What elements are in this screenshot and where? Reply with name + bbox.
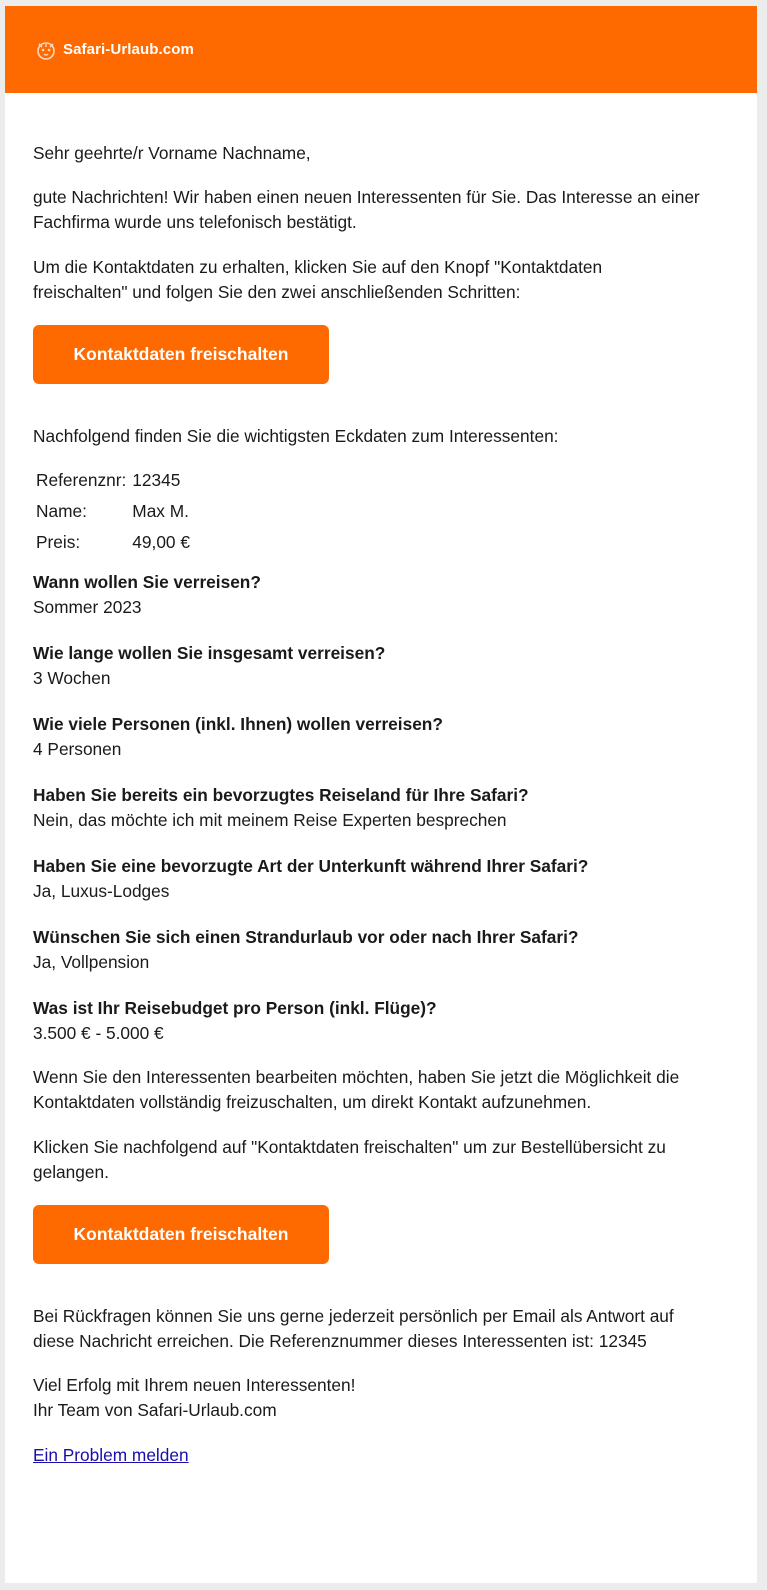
instructions-text: Um die Kontaktdaten zu erhalten, klicken Sie auf den Knopf "Kontaktdaten freischalten" und folgen Sie den zwei anschließenden Schritten: [33, 257, 603, 302]
qa-item [33, 854, 729, 904]
table-row [33, 465, 193, 496]
answer: Sommer 2023 [33, 597, 142, 617]
answer: Nein, das möchte ich mit meinem Reise Experten besprechen [33, 810, 507, 830]
tiger-icon [35, 39, 57, 61]
answer: 4 Personen [33, 739, 122, 759]
unlock-contact-button[interactable]: Kontaktdaten freischalten [33, 325, 329, 384]
questions-text: Bei Rückfragen können Sie uns gerne jederzeit persönlich per Email als Antwort auf diese Nachricht erreichen. Die Referenznummer dieses Interessenten ist: 12345 [33, 1306, 674, 1351]
edit-text: Wenn Sie den Interessenten bearbeiten möchten, haben Sie jetzt die Möglichkeit die Kontaktdaten vollständig freizuschalten, um direkt Kontakt aufzunehmen. [33, 1067, 680, 1112]
question: Haben Sie eine bevorzugte Art der Unterkunft während Ihrer Safari? [33, 856, 589, 876]
answer: Ja, Luxus-Lodges [33, 881, 170, 901]
signature: Ihr Team von Safari-Urlaub.com [33, 1400, 277, 1420]
greeting: Sehr geehrte/r Vorname Nachname, [33, 143, 311, 163]
facts-table [33, 465, 193, 558]
fact-label: Referenznr: [36, 470, 127, 490]
qa-item [33, 712, 729, 762]
unlock-contact-button[interactable]: Kontaktdaten freischalten [33, 1205, 329, 1264]
qa-item [33, 996, 729, 1046]
email-content [5, 141, 757, 1468]
fact-value: 12345 [132, 470, 181, 490]
qa-item [33, 570, 729, 620]
email-header [5, 6, 757, 93]
brand-name: Safari-Urlaub.com [63, 41, 194, 58]
facts-intro: Nachfolgend finden Sie die wichtigsten Eckdaten zum Interessenten: [33, 426, 559, 446]
question: Haben Sie bereits ein bevorzugtes Reiseland für Ihre Safari? [33, 785, 529, 805]
qa-item [33, 783, 729, 833]
answer: 3 Wochen [33, 668, 111, 688]
question: Wie lange wollen Sie insgesamt verreisen? [33, 643, 386, 663]
question: Was ist Ihr Reisebudget pro Person (inkl. Flüge)? [33, 998, 437, 1018]
answer: 3.500 € - 5.000 € [33, 1023, 164, 1043]
fact-label: Name: [36, 501, 87, 521]
qa-list [33, 570, 729, 1046]
email-body [5, 6, 757, 1583]
intro-text: gute Nachrichten! Wir haben einen neuen Interessenten für Sie. Das Interesse an einer Fachfirma wurde uns telefonisch bestätigt. [33, 187, 700, 232]
brand-logo[interactable] [35, 39, 194, 61]
qa-item [33, 925, 729, 975]
table-row [33, 496, 193, 527]
qa-item [33, 641, 729, 691]
fact-value: 49,00 € [132, 532, 190, 552]
answer: Ja, Vollpension [33, 952, 150, 972]
closing-line: Viel Erfolg mit Ihrem neuen Interessenten! [33, 1375, 356, 1395]
question: Wie viele Personen (inkl. Ihnen) wollen verreisen? [33, 714, 443, 734]
fact-label: Preis: [36, 532, 81, 552]
click-text: Klicken Sie nachfolgend auf "Kontaktdaten freischalten" um zur Bestellübersicht zu gelangen. [33, 1137, 666, 1182]
fact-value: Max M. [132, 501, 189, 521]
report-problem-link[interactable]: Ein Problem melden [33, 1445, 189, 1465]
question: Wann wollen Sie verreisen? [33, 572, 261, 592]
table-row [33, 527, 193, 558]
question: Wünschen Sie sich einen Strandurlaub vor oder nach Ihrer Safari? [33, 927, 579, 947]
